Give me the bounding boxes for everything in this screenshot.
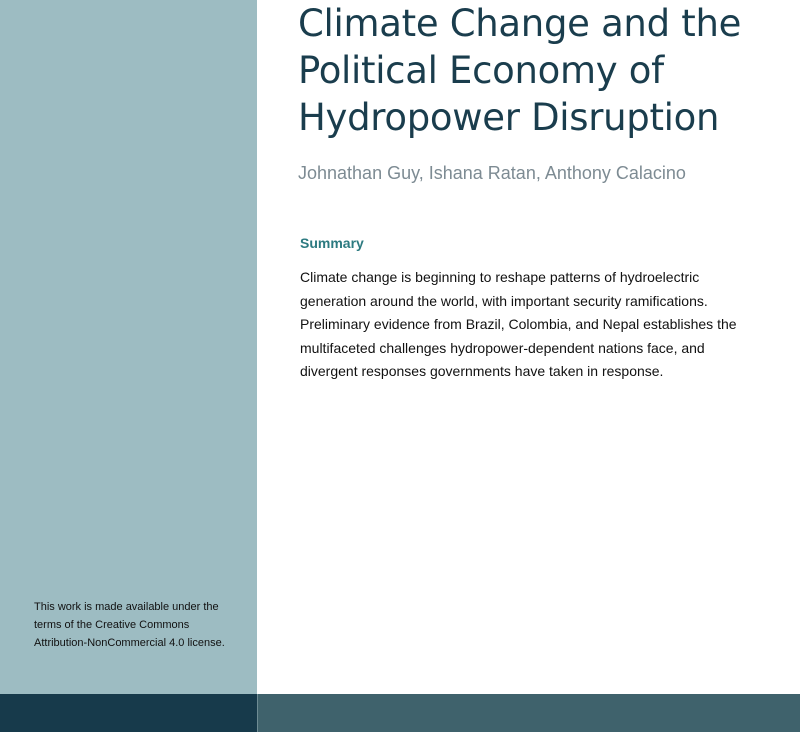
sidebar-panel: [0, 0, 257, 694]
footer-bar-teal: [258, 694, 800, 732]
summary-text: Climate change is beginning to reshape patterns of hydroelectric generation around the world, with important security ramifications. Preliminary evidence from Brazil, Colombia, and Nepal establishes the multifaceted challenges hydropower-dependent nations face, and divergent responses governments have taken in response.: [300, 269, 737, 379]
summary-heading: Summary: [300, 235, 364, 251]
footer-bar-dark: [0, 694, 257, 732]
document-title: Climate Change and the Political Economy of Hydropower Disruption: [298, 2, 742, 139]
license-notice: This work is made available under the terms of the Creative Commons Attribution-NonCommercial 4.0 license.: [34, 601, 225, 649]
author-list: Johnathan Guy, Ishana Ratan, Anthony Calacino: [298, 163, 686, 183]
